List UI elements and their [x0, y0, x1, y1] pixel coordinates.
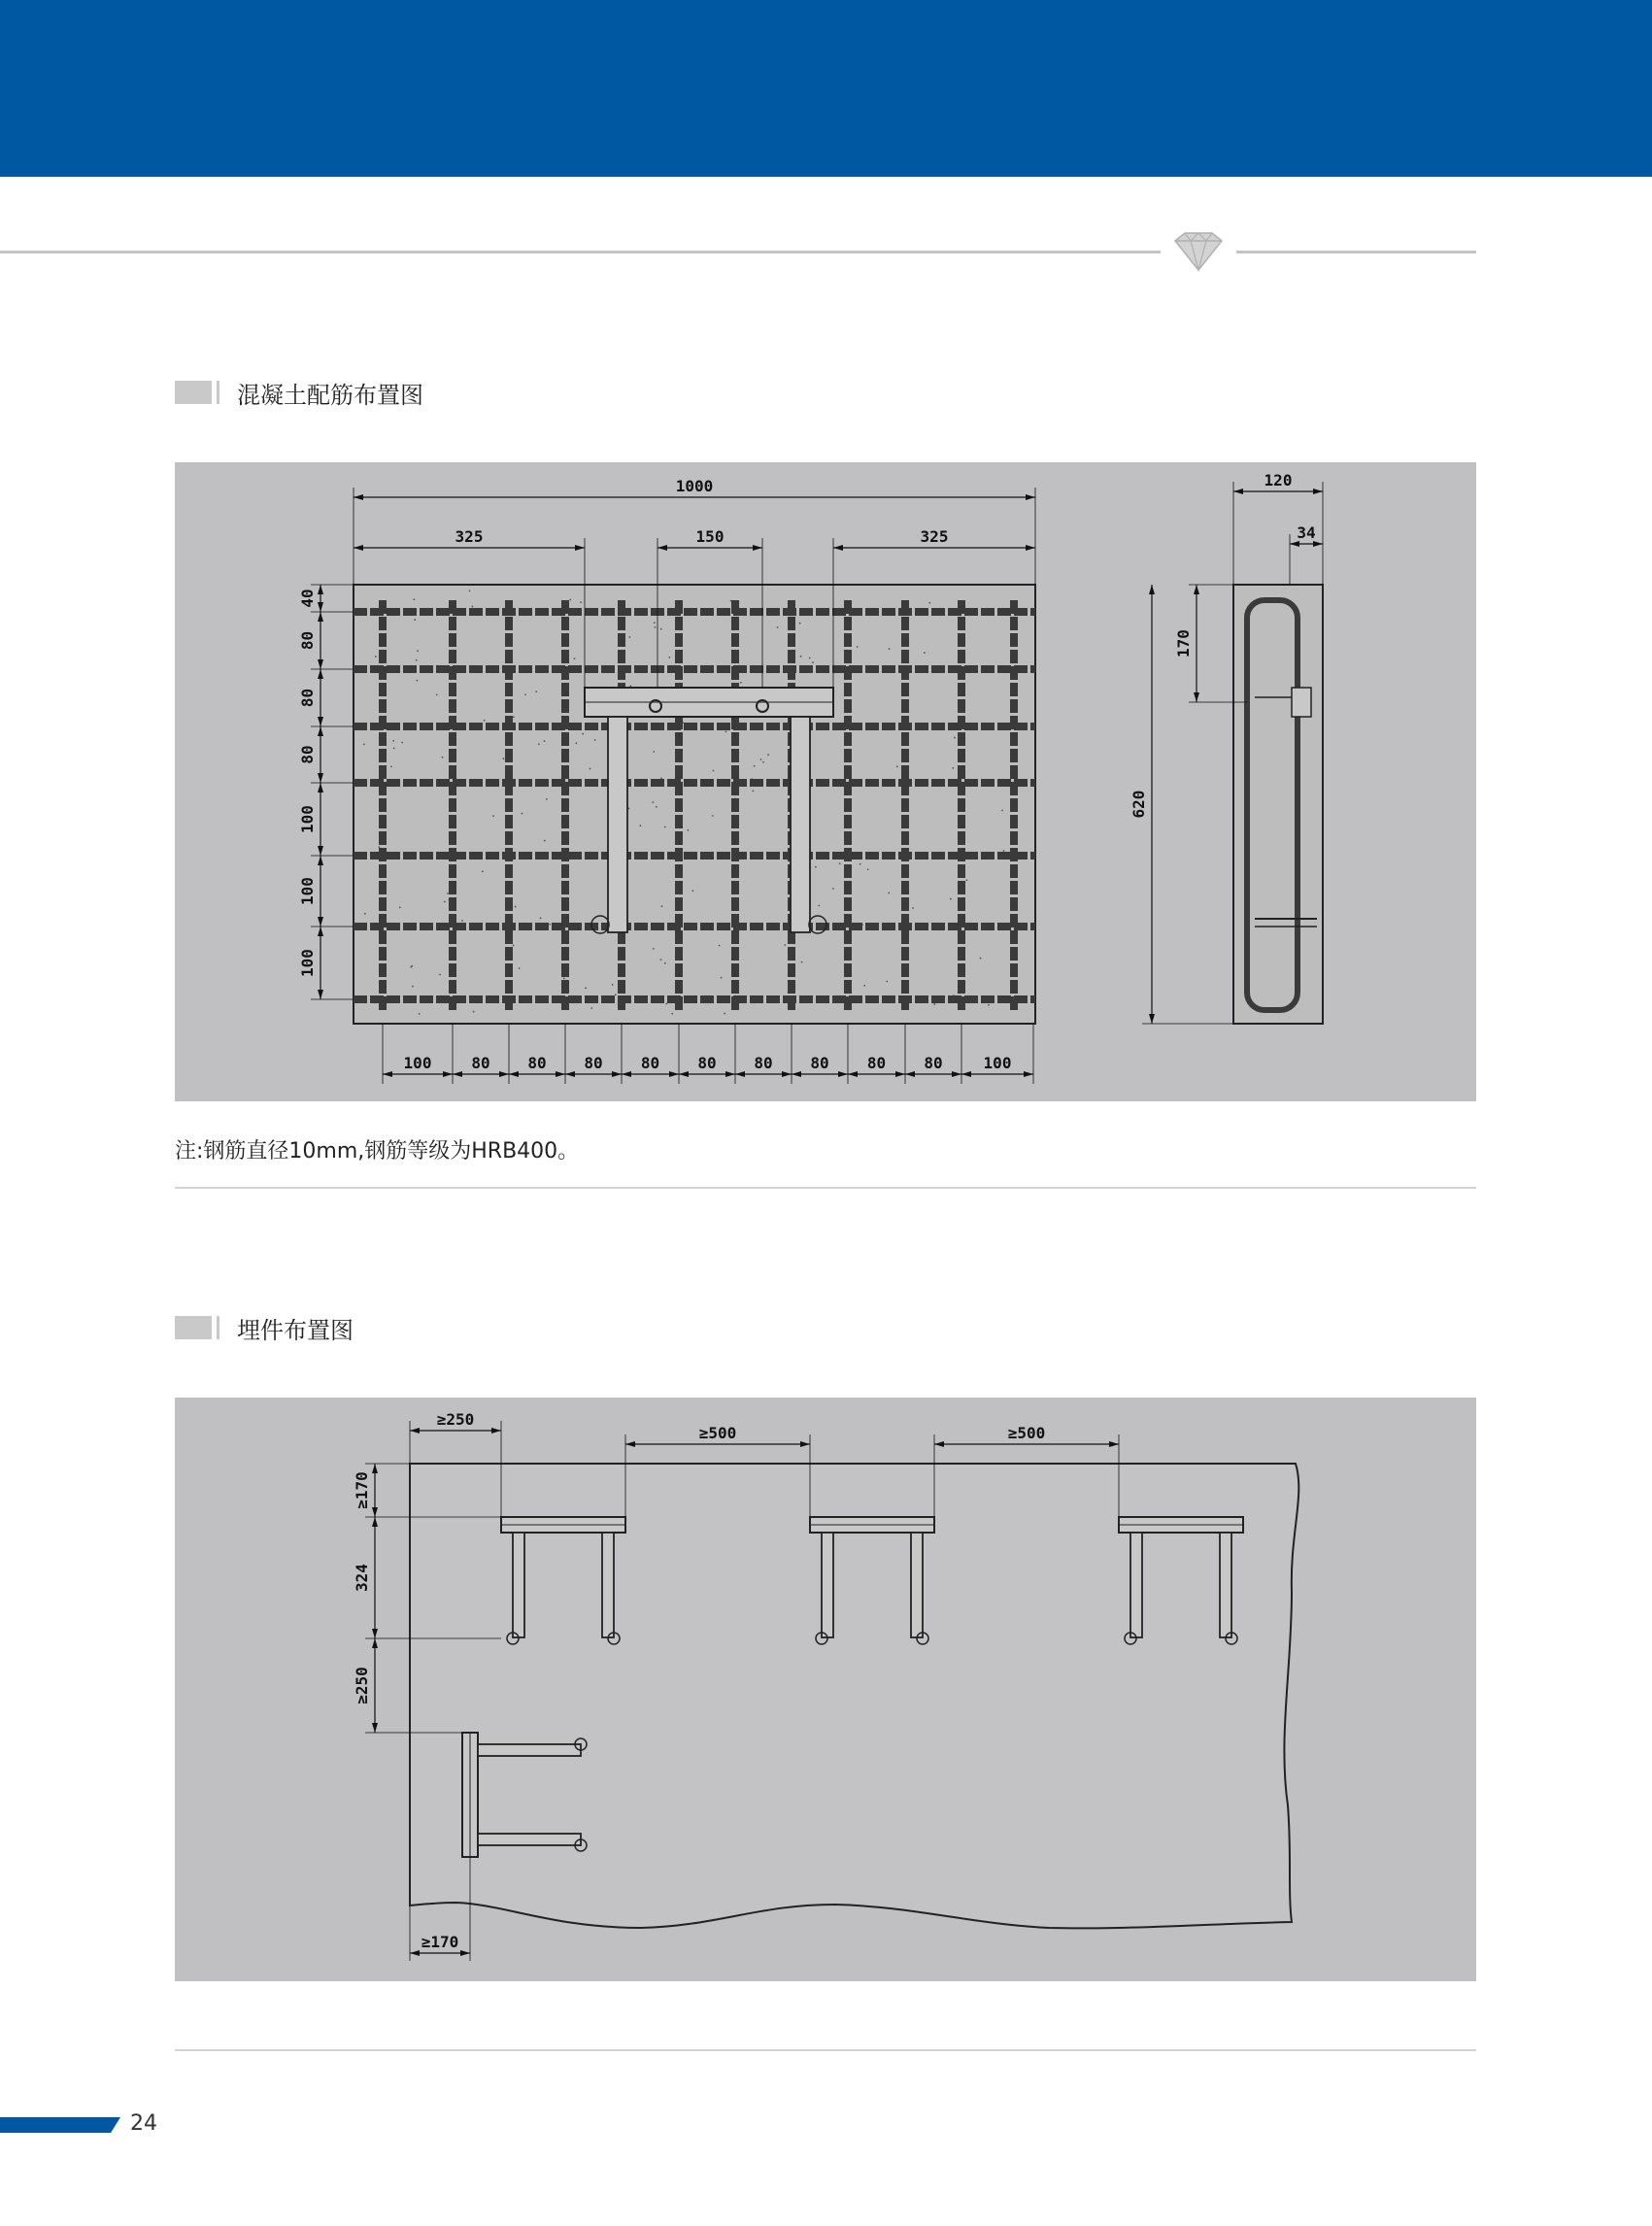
dimension-arrow	[1024, 1071, 1033, 1077]
dimension-arrow	[354, 494, 363, 500]
concrete-aggregate	[375, 656, 377, 658]
concrete-aggregate	[980, 958, 982, 960]
concrete-aggregate	[515, 906, 517, 908]
dimension-arrow	[410, 1950, 420, 1956]
concrete-aggregate	[484, 720, 486, 722]
dimension-arrow	[1026, 545, 1035, 551]
dimension-arrow	[318, 927, 323, 936]
dimension-arrow	[1149, 585, 1155, 594]
anchor-leg	[1220, 1533, 1231, 1637]
anchor-leg	[608, 717, 627, 932]
dimension-arrow	[372, 1507, 378, 1517]
concrete-aggregate	[665, 1003, 667, 1005]
concrete-aggregate	[839, 862, 841, 864]
concrete-aggregate	[740, 682, 742, 684]
concrete-aggregate	[886, 981, 888, 983]
embedded-parts-figure	[175, 1398, 1476, 1981]
concrete-aggregate	[988, 1004, 990, 1006]
concrete-aggregate	[784, 944, 786, 946]
concrete-aggregate	[818, 904, 820, 906]
concrete-aggregate	[412, 986, 414, 988]
concrete-aggregate	[660, 777, 662, 779]
dimension-label: ≥170	[421, 1933, 459, 1951]
concrete-aggregate	[752, 790, 754, 792]
concrete-aggregate	[524, 693, 526, 695]
dimension-arrow	[318, 846, 323, 856]
concrete-aggregate	[664, 826, 666, 828]
concrete-aggregate	[799, 623, 801, 624]
dimension-arrow	[318, 856, 323, 865]
concrete-aggregate	[754, 765, 756, 767]
dimension-label: ≥250	[353, 1667, 371, 1704]
concrete-aggregate	[590, 768, 591, 770]
dimension-label: 80	[866, 1054, 887, 1072]
dimension-arrow	[318, 773, 323, 783]
concrete-aggregate	[888, 893, 890, 894]
dimension-label: 80	[298, 745, 317, 764]
concrete-aggregate	[966, 879, 968, 881]
concrete-aggregate	[563, 977, 565, 979]
dimension-arrow	[735, 1071, 745, 1077]
section-title: 混凝土配筋布置图	[237, 382, 423, 409]
concrete-aggregate	[447, 893, 449, 894]
concrete-aggregate	[713, 770, 715, 772]
concrete-aggregate	[417, 650, 419, 652]
dimension-arrow	[1194, 585, 1199, 594]
concrete-aggregate	[628, 636, 630, 638]
concrete-aggregate	[687, 829, 689, 831]
dimension-label: 80	[697, 1054, 717, 1072]
dimension-arrow	[354, 545, 363, 551]
concrete-aggregate	[660, 959, 662, 961]
concrete-aggregate	[416, 659, 418, 661]
anchor-leg	[513, 1533, 524, 1637]
dimension-arrow	[612, 1071, 622, 1077]
dimension-label: 325	[920, 527, 949, 546]
dimension-label: 620	[1129, 790, 1148, 819]
concrete-aggregate	[954, 737, 956, 739]
dimension-label: ≥500	[698, 1424, 737, 1442]
concrete-aggregate	[522, 813, 523, 815]
dimension-label: 80	[298, 630, 317, 651]
concrete-aggregate	[952, 767, 954, 769]
concrete-aggregate	[569, 599, 571, 601]
dimension-arrow	[453, 1071, 462, 1077]
dimension-arrow	[792, 1071, 801, 1077]
anchor-leg	[1130, 1533, 1142, 1637]
concrete-aggregate	[867, 868, 869, 870]
concrete-aggregate	[594, 739, 596, 741]
concrete-aggregate	[612, 984, 614, 986]
dimension-arrow	[443, 1071, 453, 1077]
dimension-arrow	[460, 1950, 470, 1956]
concrete-aggregate	[661, 905, 663, 907]
dimension-arrow	[905, 1071, 915, 1077]
concrete-aggregate	[924, 652, 926, 654]
concrete-aggregate	[815, 866, 817, 868]
header-band	[0, 0, 1652, 177]
dimension-label: 100	[983, 1054, 1012, 1072]
concrete-aggregate	[615, 994, 617, 995]
concrete-aggregate	[575, 742, 577, 744]
dimension-arrow	[833, 545, 843, 551]
concrete-aggregate	[654, 622, 656, 624]
concrete-aggregate	[655, 626, 657, 628]
anchor-leg	[478, 1834, 581, 1845]
concrete-aggregate	[639, 825, 641, 826]
concrete-aggregate	[590, 1007, 592, 1009]
concrete-aggregate	[812, 661, 814, 663]
dimension-label: 34	[1297, 523, 1316, 542]
dimension-label: 80	[810, 1054, 829, 1072]
dimension-arrow	[491, 1428, 501, 1433]
dimension-label: 324	[353, 1564, 371, 1592]
dimension-label: 80	[754, 1054, 773, 1072]
dimension-arrow	[1149, 1014, 1155, 1024]
dimension-arrow	[318, 717, 323, 726]
dimension-label: 80	[298, 688, 317, 708]
dimension-label: 150	[695, 527, 725, 546]
dimension-arrow	[318, 602, 323, 612]
concrete-aggregate	[544, 740, 546, 742]
dimension-arrow	[318, 669, 323, 679]
concrete-aggregate	[461, 920, 463, 922]
concrete-aggregate	[519, 967, 521, 969]
concrete-aggregate	[444, 901, 446, 903]
dimension-arrow	[499, 1071, 509, 1077]
concrete-aggregate	[653, 751, 655, 753]
dimension-arrow	[1109, 1441, 1119, 1447]
concrete-aggregate	[896, 765, 898, 767]
concrete-aggregate	[469, 590, 471, 591]
concrete-aggregate	[436, 693, 438, 695]
dimension-arrow	[372, 1464, 378, 1473]
concrete-aggregate	[809, 658, 811, 659]
concrete-aggregate	[574, 658, 576, 659]
concrete-aggregate	[950, 898, 952, 900]
dimension-label: 80	[640, 1054, 660, 1072]
concrete-aggregate	[442, 757, 444, 759]
concrete-aggregate	[656, 806, 657, 808]
concrete-aggregate	[832, 888, 834, 890]
dimension-arrow	[725, 1071, 735, 1077]
section-marker	[175, 381, 212, 404]
dimension-arrow	[952, 1071, 961, 1077]
concrete-aggregate	[712, 815, 714, 817]
dimension-arrow	[318, 659, 323, 669]
dimension-arrow	[622, 1071, 631, 1077]
concrete-aggregate	[535, 691, 537, 692]
concrete-aggregate	[777, 626, 779, 628]
dimension-arrow	[318, 917, 323, 927]
concrete-aggregate	[399, 906, 401, 908]
dimension-arrow	[575, 545, 585, 551]
dimension-arrow	[372, 1629, 378, 1638]
channel-section	[1292, 688, 1311, 717]
header-rule-left	[0, 251, 1161, 253]
concrete-aggregate	[582, 733, 584, 735]
concrete-aggregate	[401, 742, 403, 744]
concrete-aggregate	[767, 754, 769, 756]
concrete-aggregate	[549, 924, 551, 926]
concrete-aggregate	[1001, 809, 1003, 811]
concrete-aggregate	[439, 974, 441, 976]
dimension-arrow	[679, 1071, 689, 1077]
dimension-label: 80	[527, 1054, 547, 1072]
concrete-aggregate	[538, 743, 540, 745]
dimension-label: 120	[1264, 471, 1293, 489]
dimension-label: 100	[298, 805, 317, 833]
dimension-arrow	[318, 726, 323, 736]
dimension-arrow	[1313, 489, 1323, 494]
concrete-aggregate	[857, 646, 859, 648]
concrete-aggregate	[668, 657, 670, 658]
dimension-arrow	[565, 1071, 575, 1077]
concrete-aggregate	[513, 945, 515, 947]
header-rule-right	[1236, 251, 1476, 253]
dimension-arrow	[800, 1441, 810, 1447]
separator	[175, 1187, 1476, 1189]
anchor-leg	[478, 1744, 581, 1756]
concrete-aggregate	[629, 685, 631, 687]
dimension-label: 100	[298, 949, 317, 977]
concrete-aggregate	[1003, 850, 1005, 852]
dimension-arrow	[556, 1071, 565, 1077]
dimension-arrow	[625, 1441, 635, 1447]
concrete-aggregate	[492, 815, 494, 817]
concrete-aggregate	[653, 948, 655, 950]
dimension-arrow	[318, 585, 323, 594]
concrete-aggregate	[671, 1013, 673, 1015]
dimension-label: 1000	[675, 477, 714, 495]
concrete-aggregate	[928, 602, 930, 604]
dimension-arrow	[318, 783, 323, 793]
dimension-label: 170	[1174, 629, 1193, 658]
anchor-leg	[791, 717, 810, 932]
diamond-icon	[1169, 231, 1228, 272]
dimension-arrow	[372, 1517, 378, 1527]
footer-separator	[175, 2049, 1476, 2051]
dimension-label: ≥170	[353, 1471, 371, 1509]
concrete-aggregate	[863, 985, 865, 987]
concrete-aggregate	[471, 606, 473, 608]
embedded-parts-drawing	[175, 1398, 1476, 1981]
dimension-label: 80	[924, 1054, 943, 1072]
concrete-aggregate	[364, 913, 366, 915]
dimension-arrow	[1233, 489, 1243, 494]
dimension-arrow	[753, 545, 762, 551]
footer-bar	[0, 2117, 120, 2133]
dimension-arrow	[410, 1428, 420, 1433]
dimension-arrow	[383, 1071, 392, 1077]
concrete-aggregate	[860, 863, 861, 865]
concrete-aggregate	[540, 917, 542, 919]
dimension-arrow	[848, 1071, 858, 1077]
figure-note: 注:钢筋直径10mm,钢筋等级为HRB400。	[175, 1139, 580, 1164]
dimension-arrow	[1026, 494, 1035, 500]
concrete-aggregate	[482, 870, 484, 872]
rebar-layout-drawing	[175, 462, 1476, 1101]
dimension-arrow	[961, 1071, 971, 1077]
concrete-aggregate	[912, 907, 914, 909]
concrete-aggregate	[719, 945, 721, 947]
dimension-label: 100	[298, 877, 317, 905]
concrete-aggregate	[660, 628, 662, 630]
dimension-arrow	[934, 1441, 944, 1447]
dimension-arrow	[895, 1071, 905, 1077]
concrete-aggregate	[393, 747, 395, 749]
concrete-aggregate	[724, 1013, 725, 1015]
concrete-aggregate	[725, 730, 727, 732]
concrete-aggregate	[762, 761, 764, 763]
dimension-label: ≥500	[1007, 1424, 1046, 1442]
concrete-aggregate	[378, 846, 380, 848]
concrete-aggregate	[419, 1013, 421, 1015]
concrete-aggregate	[363, 743, 365, 745]
section-title: 埋件布置图	[237, 1317, 354, 1344]
concrete-aggregate	[800, 656, 802, 658]
concrete-aggregate	[392, 740, 394, 742]
concrete-aggregate	[414, 598, 416, 600]
concrete-aggregate	[417, 680, 419, 682]
concrete-aggregate	[580, 601, 582, 603]
concrete-aggregate	[889, 648, 891, 650]
concrete-aggregate	[653, 801, 655, 803]
anchor-leg	[822, 1533, 833, 1637]
concrete-aggregate	[721, 977, 723, 979]
rebar-layout-figure	[175, 462, 1476, 1101]
concrete-aggregate	[933, 1003, 935, 1005]
dimension-arrow	[782, 1071, 792, 1077]
anchor-leg	[911, 1533, 923, 1637]
dimension-label: 80	[584, 1054, 603, 1072]
dimension-arrow	[318, 990, 323, 999]
concrete-aggregate	[390, 765, 392, 767]
concrete-aggregate	[473, 1011, 475, 1013]
dimension-arrow	[318, 612, 323, 622]
dimension-arrow	[509, 1071, 519, 1077]
concrete-aggregate	[544, 840, 546, 842]
dimension-arrow	[838, 1071, 848, 1077]
dimension-label: ≥250	[436, 1410, 475, 1429]
anchor-leg	[602, 1533, 614, 1637]
dimension-arrow	[372, 1723, 378, 1733]
dimension-label: 80	[471, 1054, 490, 1072]
concrete-aggregate	[513, 716, 515, 718]
concrete-aggregate	[664, 962, 666, 964]
concrete-aggregate	[585, 987, 587, 989]
section-marker	[175, 1316, 212, 1339]
concrete-aggregate	[691, 890, 693, 892]
concrete-aggregate	[760, 759, 762, 760]
concrete-aggregate	[414, 619, 416, 621]
dimension-label: 40	[298, 589, 317, 608]
dimension-arrow	[657, 545, 667, 551]
concrete-aggregate	[410, 966, 412, 968]
dimension-arrow	[669, 1071, 679, 1077]
dimension-label: 100	[403, 1054, 432, 1072]
dimension-arrow	[372, 1638, 378, 1648]
concrete-aggregate	[546, 798, 548, 800]
concrete-aggregate	[801, 961, 803, 963]
dimension-label: 325	[455, 527, 484, 546]
dimension-arrow	[1194, 692, 1199, 702]
page-number: 24	[130, 2111, 157, 2136]
concrete-aggregate	[503, 758, 505, 759]
